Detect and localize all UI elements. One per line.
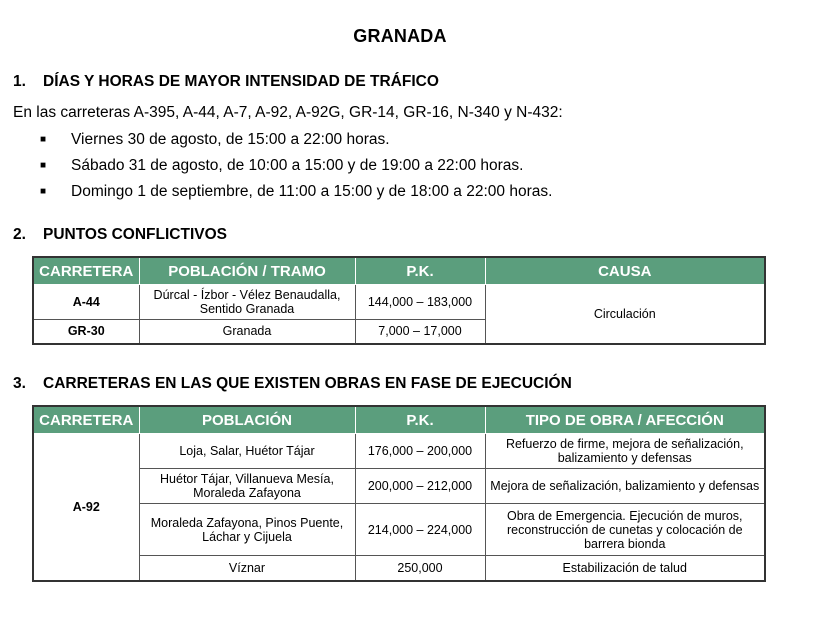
pk-cell: 144,000 – 183,000 bbox=[355, 285, 485, 320]
section2-heading bbox=[13, 226, 227, 244]
table-row bbox=[33, 556, 765, 581]
conflict-points-table bbox=[32, 256, 766, 345]
section3-heading bbox=[13, 375, 572, 393]
place-cell: Víznar bbox=[139, 556, 355, 581]
list-item: ■ Viernes 30 de agosto, de 15:00 a 22:00 horas. bbox=[40, 128, 552, 154]
work-cell: Refuerzo de firme, mejora de señalización, balizamiento y defensas bbox=[485, 434, 765, 469]
place-cell: Loja, Salar, Huétor Tájar bbox=[139, 434, 355, 469]
bullet-icon: ■ bbox=[40, 134, 47, 145]
road-cell: A-92 bbox=[33, 434, 139, 581]
road-cell: A-44 bbox=[33, 285, 139, 320]
column-header: CARRETERA bbox=[33, 406, 139, 434]
pk-cell: 176,000 – 200,000 bbox=[355, 434, 485, 469]
schedule-list bbox=[40, 128, 552, 206]
place-cell: Dúrcal - Ízbor - Vélez Benaudalla, Sentido Granada bbox=[139, 285, 355, 320]
table-row bbox=[33, 285, 765, 320]
table-row bbox=[33, 504, 765, 556]
table-row bbox=[33, 469, 765, 504]
work-cell: Estabilización de talud bbox=[485, 556, 765, 581]
table-header-row bbox=[33, 406, 765, 434]
column-header: TIPO DE OBRA / AFECCIÓN bbox=[485, 406, 765, 434]
column-header: P.K. bbox=[355, 257, 485, 285]
page-title: GRANADA bbox=[353, 26, 447, 46]
column-header: P.K. bbox=[355, 406, 485, 434]
roadworks-table bbox=[32, 405, 766, 582]
table-row bbox=[33, 434, 765, 469]
column-header: POBLACIÓN bbox=[139, 406, 355, 434]
place-cell: Granada bbox=[139, 320, 355, 344]
pk-cell: 7,000 – 17,000 bbox=[355, 320, 485, 344]
column-header: CARRETERA bbox=[33, 257, 139, 285]
cause-cell: Circulación bbox=[485, 285, 765, 344]
column-header: CAUSA bbox=[485, 257, 765, 285]
section1-number: 1. bbox=[13, 73, 26, 90]
list-item: ■ Sábado 31 de agosto, de 10:00 a 15:00 y de 19:00 a 22:00 horas. bbox=[40, 154, 552, 180]
section2-number: 2. bbox=[13, 226, 26, 243]
pk-cell: 250,000 bbox=[355, 556, 485, 581]
section3-number: 3. bbox=[13, 375, 26, 392]
road-cell: GR-30 bbox=[33, 320, 139, 344]
section1-intro: En las carreteras A-395, A-44, A-7, A-92, A-92G, GR-14, GR-16, N-340 y N-432: bbox=[13, 104, 563, 121]
table-header-row bbox=[33, 257, 765, 285]
pk-cell: 200,000 – 212,000 bbox=[355, 469, 485, 504]
bullet-icon: ■ bbox=[40, 160, 47, 171]
place-cell: Huétor Tájar, Villanueva Mesía, Moraleda Zafayona bbox=[139, 469, 355, 504]
column-header: POBLACIÓN / TRAMO bbox=[139, 257, 355, 285]
bullet-icon: ■ bbox=[40, 186, 47, 197]
section3-title: CARRETERAS EN LAS QUE EXISTEN OBRAS EN FASE DE EJECUCIÓN bbox=[43, 375, 572, 392]
section2-title: PUNTOS CONFLICTIVOS bbox=[43, 226, 228, 243]
work-cell: Mejora de señalización, balizamiento y defensas bbox=[485, 469, 765, 504]
work-cell: Obra de Emergencia. Ejecución de muros, reconstrucción de cunetas y colocación de barrera bionda bbox=[485, 504, 765, 556]
place-cell: Moraleda Zafayona, Pinos Puente, Láchar y Cijuela bbox=[139, 504, 355, 556]
pk-cell: 214,000 – 224,000 bbox=[355, 504, 485, 556]
section1-title: DÍAS Y HORAS DE MAYOR INTENSIDAD DE TRÁFICO bbox=[43, 73, 439, 90]
list-item: ■ Domingo 1 de septiembre, de 11:00 a 15:00 y de 18:00 a 22:00 horas. bbox=[40, 180, 552, 206]
section1-heading bbox=[13, 73, 439, 91]
